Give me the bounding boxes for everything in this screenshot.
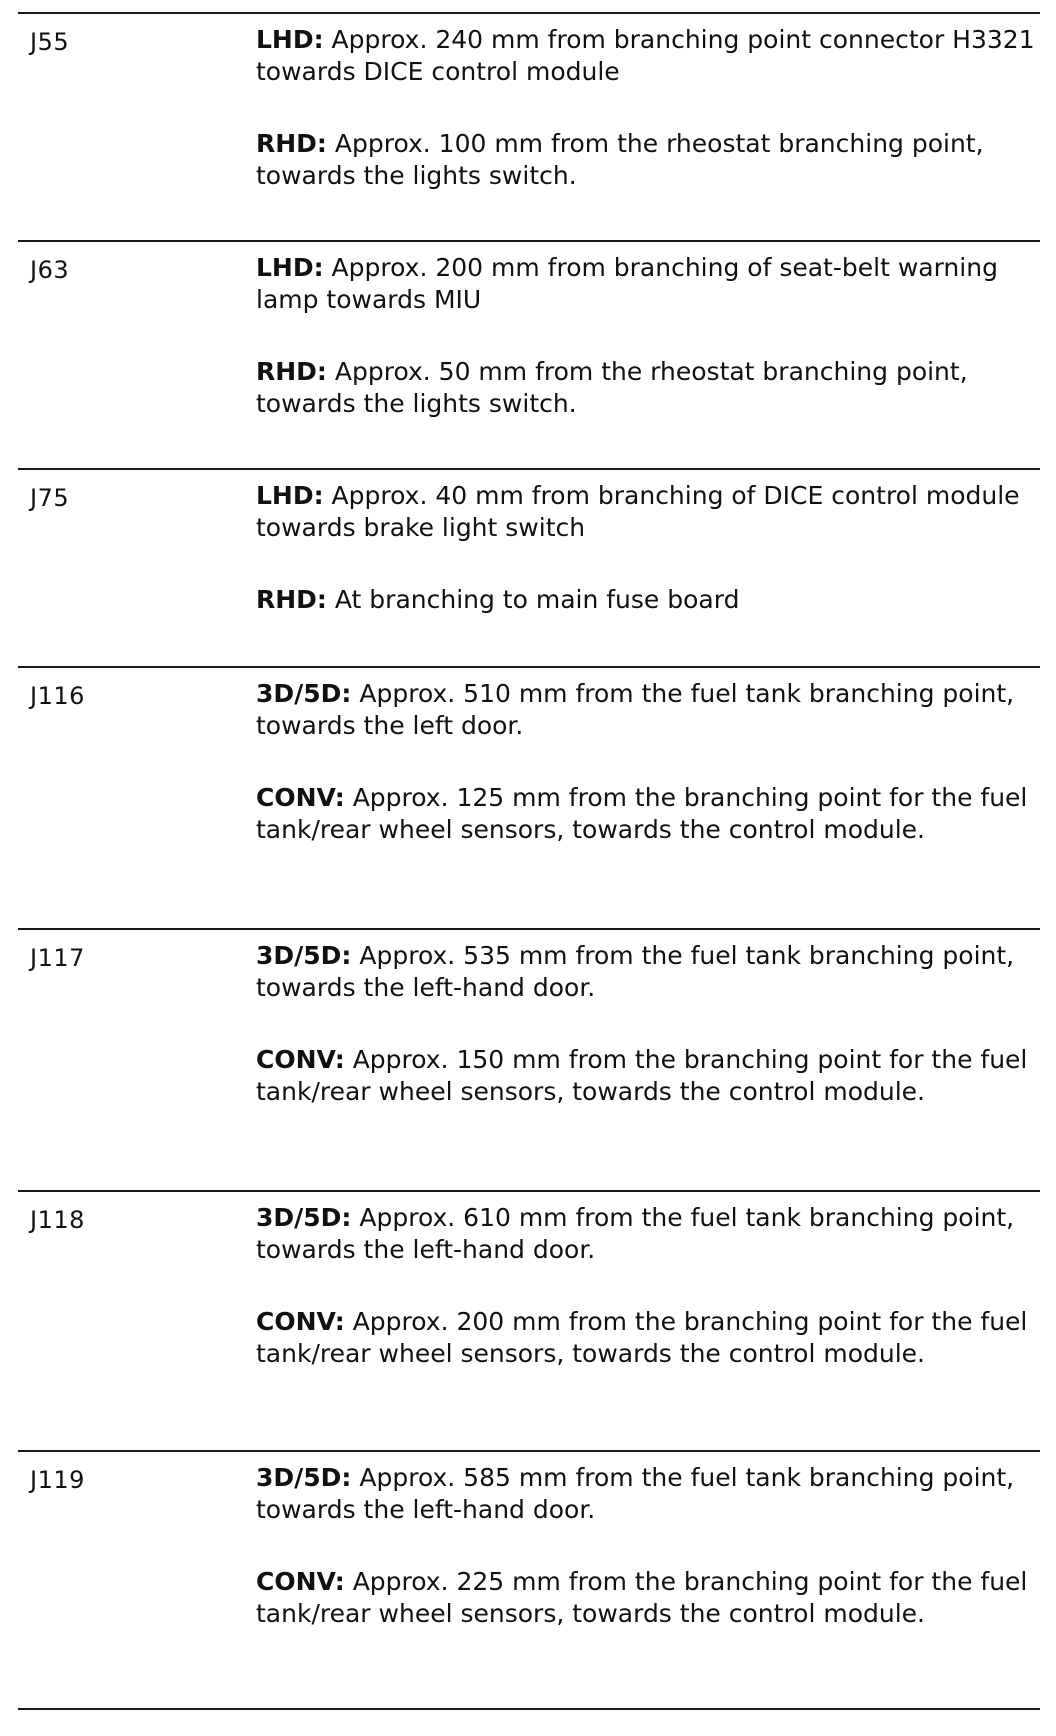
table-row [18,928,1040,1106]
variant-description [256,252,1040,316]
variant-text: Approx. 510 mm from the fuel tank branching point, towards the left door. [256,679,1015,740]
table-bottom-rule [18,1708,1040,1710]
variant-text: At branching to main fuse board [326,585,740,614]
variant-tag: CONV: [256,1307,345,1336]
variant-text: Approx. 225 mm from the branching point for the fuel tank/rear wheel sensors, towards the control module. [256,1567,1028,1628]
row-descriptions [256,1202,1040,1370]
variant-tag: LHD: [256,481,324,510]
table-row [18,666,1040,844]
connector-code: J75 [30,484,70,512]
variant-tag: 3D/5D: [256,1203,352,1232]
variant-text: Approx. 100 mm from the rheostat branching point, towards the lights switch. [256,129,984,190]
row-descriptions [256,252,1040,420]
variant-description [256,356,1040,420]
row-descriptions [256,480,1040,616]
variant-text: Approx. 585 mm from the fuel tank branching point, towards the left-hand door. [256,1463,1015,1524]
connector-code: J119 [30,1466,85,1494]
variant-description [256,1202,1040,1266]
row-descriptions [256,1462,1040,1630]
variant-text: Approx. 200 mm from the branching point for the fuel tank/rear wheel sensors, towards the control module. [256,1307,1028,1368]
variant-description [256,782,1040,846]
table-row [18,240,1040,418]
table-row [18,1190,1040,1368]
variant-description [256,1462,1040,1526]
connector-code: J118 [30,1206,85,1234]
variant-description [256,940,1040,1004]
connector-code: J63 [30,256,70,284]
variant-description [256,584,1040,616]
variant-tag: CONV: [256,1045,345,1074]
variant-description [256,678,1040,742]
variant-description [256,1044,1040,1108]
variant-tag: RHD: [256,357,327,386]
table-row [18,1450,1040,1628]
variant-tag: CONV: [256,783,345,812]
table-row [18,12,1040,190]
variant-tag: RHD: [256,129,327,158]
variant-text: Approx. 200 mm from branching of seat-belt warning lamp towards MIU [256,253,998,314]
row-descriptions [256,678,1040,846]
connector-code: J117 [30,944,85,972]
variant-tag: 3D/5D: [256,941,352,970]
variant-tag: CONV: [256,1567,345,1596]
table-row [18,468,1040,614]
variant-description [256,1566,1040,1630]
variant-text: Approx. 610 mm from the fuel tank branching point, towards the left-hand door. [256,1203,1015,1264]
connector-code: J55 [30,28,70,56]
variant-tag: LHD: [256,253,324,282]
variant-tag: LHD: [256,25,324,54]
row-descriptions [256,24,1040,192]
variant-text: Approx. 125 mm from the branching point for the fuel tank/rear wheel sensors, towards the control module. [256,783,1028,844]
variant-description [256,1306,1040,1370]
connector-code: J116 [30,682,85,710]
variant-text: Approx. 40 mm from branching of DICE control module towards brake light switch [256,481,1020,542]
variant-text: Approx. 50 mm from the rheostat branching point, towards the lights switch. [256,357,968,418]
variant-description [256,24,1040,88]
variant-description [256,480,1040,544]
variant-tag: 3D/5D: [256,679,352,708]
variant-description [256,128,1040,192]
variant-tag: RHD: [256,585,327,614]
variant-text: Approx. 150 mm from the branching point for the fuel tank/rear wheel sensors, towards the control module. [256,1045,1028,1106]
variant-tag: 3D/5D: [256,1463,352,1492]
variant-text: Approx. 535 mm from the fuel tank branching point, towards the left-hand door. [256,941,1015,1002]
variant-text: Approx. 240 mm from branching point connector H3321 towards DICE control module [256,25,1035,86]
row-descriptions [256,940,1040,1108]
